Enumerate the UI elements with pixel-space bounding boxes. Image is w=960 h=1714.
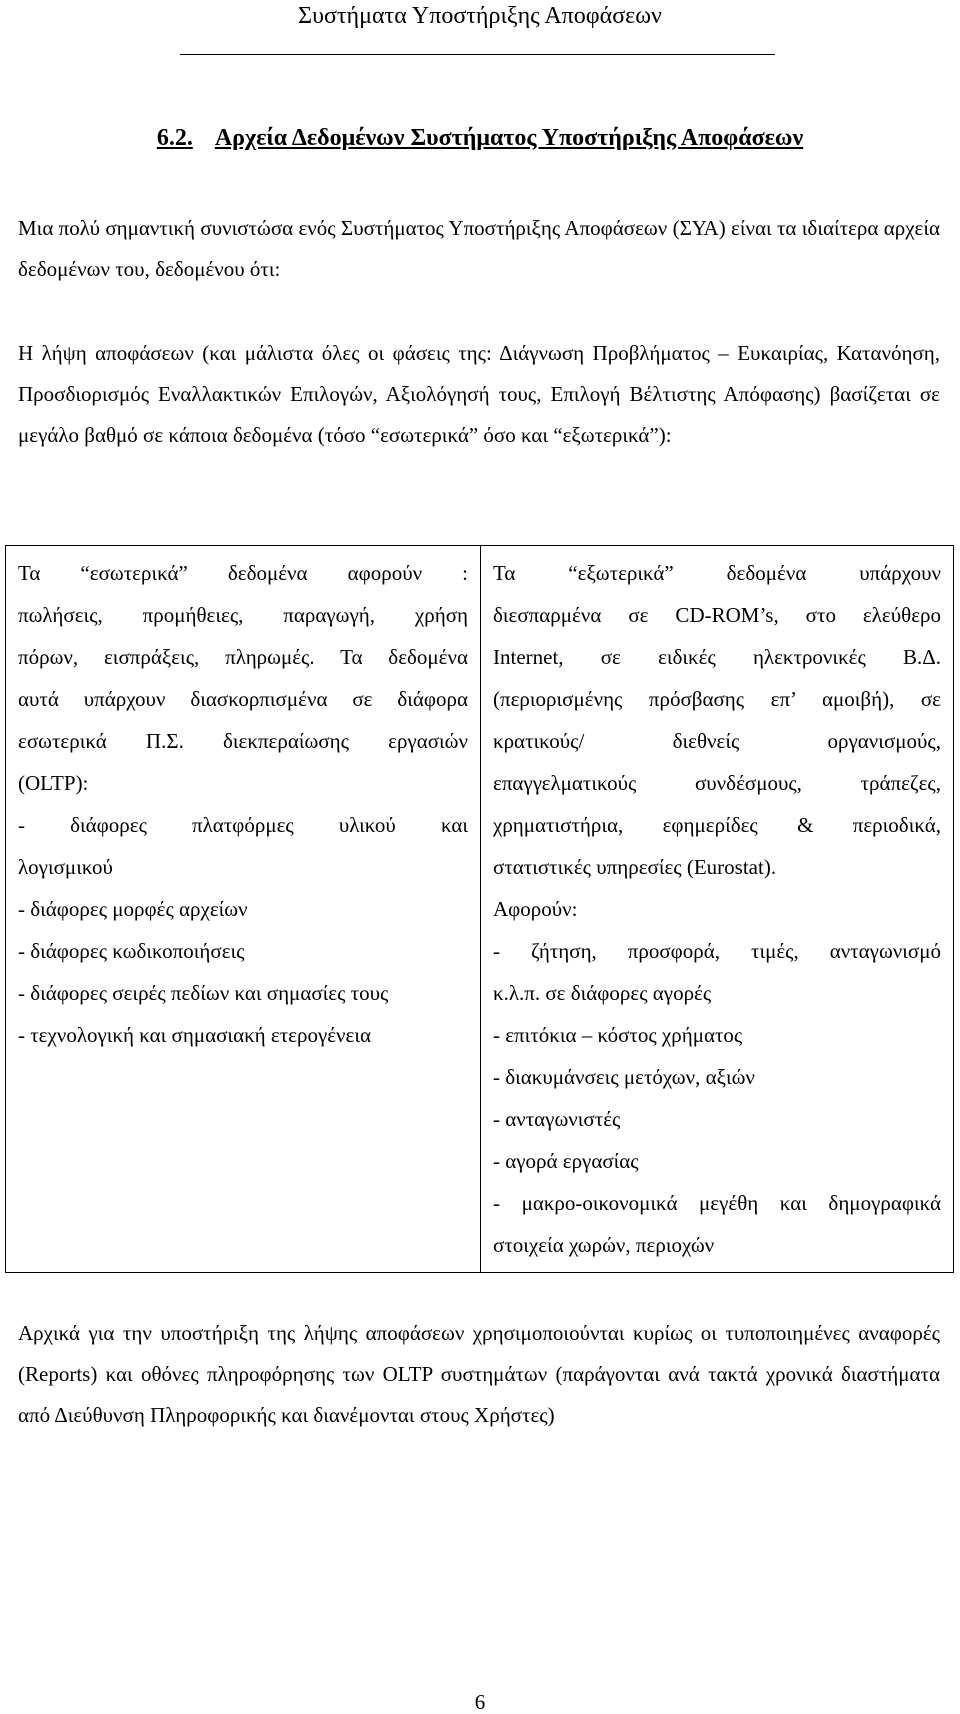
internal-data-line: - διάφορες σειρές πεδίων και σημασίες τους (18, 981, 389, 1005)
internal-data-line: πωλήσεις, προμήθειες, παραγωγή, χρήση (18, 603, 468, 627)
running-header: Συστήματα Υποστήριξης Αποφάσεων (298, 3, 662, 29)
external-data-line: χρηματιστήρια, εφημερίδες & περιοδικά, (493, 813, 941, 837)
internal-data-line: - διάφορες πλατφόρμες υλικού και (18, 813, 468, 837)
section-title: Αρχεία Δεδομένων Συστήματος Υποστήριξης Αποφάσεων (214, 125, 804, 151)
page-number: 6 (474, 1690, 486, 1714)
external-data-line: επαγγελματικούς συνδέσμους, τράπεζες, (493, 771, 941, 795)
closing-paragraph: Αρχικά για την υποστήριξη της λήψης αποφάσεων χρησιμοποιούνται κυρίως οι τυποποιημένες αναφορές (Reports) και οθόνες πληροφόρησης των OLTP συστημάτων (παράγονται ανά τακτά χρονικά διαστήματα από Διεύθυνση Πληροφορικής και διανέμονται στους Χρήστες) (18, 1321, 940, 1427)
external-data-line: στοιχεία χωρών, περιοχών (493, 1233, 715, 1257)
internal-data-line: αυτά υπάρχουν διασκορπισμένα σε διάφορα (18, 687, 468, 711)
intro-paragraph: Μια πολύ σημαντική συνιστώσα ενός Συστήματος Υποστήριξης Αποφάσεων (ΣΥΑ) είναι τα ιδιαίτερα αρχεία δεδομένων του, δεδομένου ότι: (18, 216, 940, 281)
external-data-line: διεσπαρμένα σε CD-ROM’s, στο ελεύθερο (493, 603, 941, 627)
external-data-heading: Τα “εξωτερικά” δεδομένα υπάρχουν (493, 561, 941, 585)
decision-paragraph: Η λήψη αποφάσεων (και μάλιστα όλες οι φάσεις της: Διάγνωση Προβλήματος – Ευκαιρίας, Κατανόηση, Προσδιορισμός Εναλλακτικών Επιλογών, Αξιολόγησή τους, Επιλογή Βέλτιστης Απόφασης) βασίζεται σε μεγάλο βαθμό σε κάποια δεδομένα (τόσο “εσωτερικά” όσο και “εξωτερικά”): (18, 341, 940, 447)
external-data-line: - αγορά εργασίας (493, 1149, 639, 1173)
internal-data-line: εσωτερικά Π.Σ. διεκπεραίωσης εργασιών (18, 729, 468, 753)
internal-data-heading: Τα “εσωτερικά” δεδομένα αφορούν : (18, 561, 468, 585)
external-data-line: (περιορισμένης πρόσβασης επ’ αμοιβή), σε (493, 687, 941, 711)
internal-data-line: - διάφορες μορφές αρχείων (18, 897, 248, 921)
data-sources-table (5, 545, 954, 1273)
section-number: 6.2. (156, 125, 193, 151)
external-data-line: - διακυμάνσεις μετόχων, αξιών (493, 1065, 755, 1089)
internal-data-line: - τεχνολογική και σημασιακή ετερογένεια (18, 1023, 372, 1047)
external-data-line: - ζήτηση, προσφορά, τιμές, ανταγωνισμό (493, 939, 941, 963)
header-rule (180, 54, 775, 55)
external-data-line: - επιτόκια – κόστος χρήματος (493, 1023, 743, 1047)
external-data-line: Αφορούν: (493, 897, 578, 921)
external-data-cell (481, 546, 953, 1272)
external-data-line: - μακρο-οικονομικά μεγέθη και δημογραφικά (493, 1191, 941, 1215)
internal-data-line: λογισμικού (18, 855, 113, 879)
internal-data-line: πόρων, εισπράξεις, πληρωμές. Τα δεδομένα (18, 645, 468, 669)
external-data-line: στατιστικές υπηρεσίες (Eurostat). (493, 855, 777, 879)
internal-data-line: (OLTP): (18, 771, 89, 795)
external-data-line: κρατικούς/ διεθνείς οργανισμούς, (493, 729, 941, 753)
external-data-line: - ανταγωνιστές (493, 1107, 621, 1131)
external-data-line: κ.λ.π. σε διάφορες αγορές (493, 981, 712, 1005)
section-heading (0, 122, 960, 154)
internal-data-cell (6, 546, 481, 1272)
external-data-line: Internet, σε ειδικές ηλεκτρονικές Β.Δ. (493, 645, 941, 669)
internal-data-line: - διάφορες κωδικοποιήσεις (18, 939, 245, 963)
